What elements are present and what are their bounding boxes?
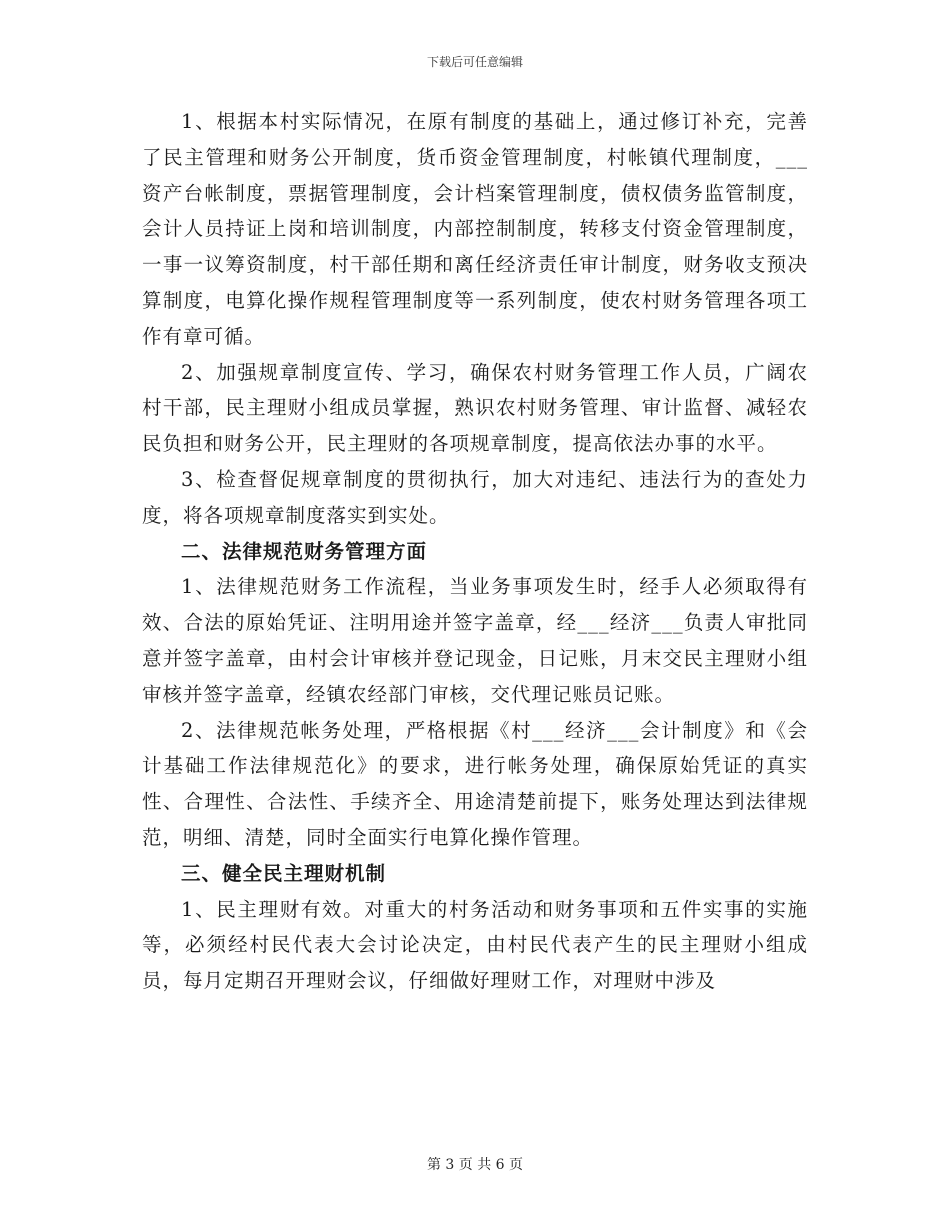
paragraph-2: 2、加强规章制度宣传、学习，确保农村财务管理工作人员，广阔农村干部，民主理财小组成员掌握，熟识农村财务管理、审计监督、减轻农民负担和财务公开，民主理财的各项规章制度，提高依法办事的水平。 [142, 360, 808, 456]
page-header: 下载后可任意编辑 [426, 55, 523, 69]
paragraph-4: 1、法律规范财务工作流程，当业务事项发生时，经手人必须取得有效、合法的原始凭证、注明用途并签字盖章，经___经济___负责人审批同意并签字盖章，由村会计审核并登记现金，日记账，月末交民主理财小组审核并签字盖章，经镇农经部门审核，交代理记账员记账。 [142, 575, 808, 706]
page-footer: 第 3 页 共 6 页 [426, 1157, 524, 1173]
section-heading-2: 二、法律规范财务管理方面 [181, 539, 428, 563]
section-heading-3: 三、健全民主理财机制 [181, 861, 387, 885]
paragraph-3: 3、检查督促规章制度的贯彻执行，加大对违纪、违法行为的查处力度，将各项规章制度落实到实处。 [142, 467, 808, 527]
paragraph-1: 1、根据本村实际情况，在原有制度的基础上，通过修订补充，完善了民主管理和财务公开制度，货币资金管理制度，村帐镇代理制度，___资产台帐制度，票据管理制度，会计档案管理制度，债权债务监管制度，会计人员持证上岗和培训制度，内部控制制度，转移支付资金管理制度，一事一议筹资制度，村干部任期和离任经济责任审计制度，财务收支预决算制度，电算化操作规程管理制度等一系列制度，使农村财务管理各项工作有章可循。 [142, 110, 808, 348]
document-body [142, 104, 808, 999]
paragraph-6: 1、民主理财有效。对重大的村务活动和财务事项和五件实事的实施等，必须经村民代表大会讨论决定，由村民代表产生的民主理财小组成员，每月定期召开理财会议，仔细做好理财工作，对理财中涉及 [142, 897, 808, 993]
paragraph-5: 2、法律规范帐务处理，严格根据《村___经济___会计制度》和《会计基础工作法律规范化》的要求，进行帐务处理，确保原始凭证的真实性、合理性、合法性、手续齐全、用途清楚前提下，账务处理达到法律规范，明细、清楚，同时全面实行电算化操作管理。 [142, 718, 808, 849]
